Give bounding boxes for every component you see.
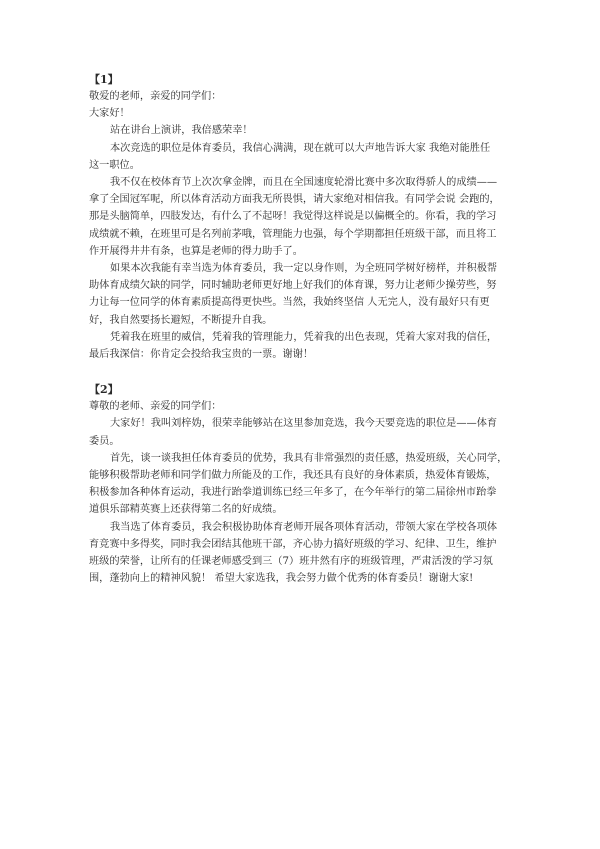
text-line: 育竞赛中多得奖，同时我会团结其他班干部，齐心协力搞好班级的学习、纪律、卫生，维护: [89, 538, 497, 550]
text-line: 成绩就不赖，在班里可是名列前茅哦，管理能力也强，每个学期都担任班级干部，而且将工: [89, 228, 497, 240]
section-1-paragraph-4: [89, 260, 521, 329]
section-1-title: 【1】: [89, 73, 119, 86]
section-1-paragraph-1: [89, 122, 521, 139]
text-line: 道俱乐部精英赛上还获得第二名的好成绩。: [89, 504, 283, 516]
text-line: 积极参加各种体育运动，我进行跆拳道训练已经三年多了，在今年举行的第二届徐州市跆拳: [89, 487, 497, 499]
text-line: 委员。: [89, 435, 120, 447]
text-line: 凭着我在班里的威信，凭着我的管理能力，凭着我的出色表现，凭着大家对我的信任，: [110, 331, 498, 343]
text-line: 如果本次我能有幸当选为体育委员，我一定以身作则，为全班同学树好榜样，并积极帮: [110, 263, 498, 275]
section-1-paragraph-5: [89, 329, 521, 363]
section-1-greeting: 大家好！: [89, 108, 130, 120]
section-2-paragraph-1: [89, 415, 521, 449]
document-page: [89, 71, 521, 587]
text-line: 大家好！我叫刘梓妫，很荣幸能够站在这里参加竞选，我今天要竞选的职位是——体育: [110, 418, 498, 430]
text-line: 好，我自然要扬长避短，不断提升自我。: [89, 314, 273, 326]
section-1-paragraph-3: [89, 174, 521, 260]
text-line: 助体育成绩欠缺的同学，同时辅助老师更好地上好我们的体育课，努力让老师少操劳些，努: [89, 280, 497, 292]
text-line: 站在讲台上演讲，我倍感荣幸！: [110, 125, 253, 137]
text-line: 能够积极帮助老师和同学们做力所能及的工作，我还具有良好的身体素质，热爱体育锻炼，: [89, 470, 497, 482]
text-line: 力让每一位同学的体育素质提高得更快些。当然，我始终坚信 人无完人，没有最好只有更: [89, 297, 490, 309]
section-2-salutation: 尊敬的老师、亲爱的同学们：: [89, 401, 222, 413]
text-line: 首先，谈一谈我担任体育委员的优势，我具有非常强烈的责任感，热爱班级，关心同学，: [110, 452, 508, 464]
text-line: 最后我深信：你肯定会投给我宝贵的一票。谢谢！: [89, 349, 314, 361]
text-line: 我当选了体育委员，我会积极协助体育老师开展各项体育活动，带领大家在学校各项体: [110, 521, 498, 533]
text-line: 那是头脑简单，四肢发达，有什么了不起呀！我觉得这样说是以偏概全的。你看，我的学习: [89, 211, 497, 223]
section-2-title: 【2】: [89, 383, 119, 397]
text-line: 本次竞选的职位是体育委员，我信心满满，现在就可以大声地告诉大家 我绝对能胜任: [110, 142, 491, 154]
section-2-paragraph-2: [89, 450, 521, 519]
section-gap: [89, 363, 521, 381]
text-line: 班级的荣誉，让所有的任课老师感受到三（7）班井然有序的班级管理，严肃活泼的学习氛: [89, 556, 493, 568]
text-line: 作开展得井井有条，也算是老师的得力助手了。: [89, 245, 303, 257]
text-line: 围，蓬勃向上的精神风貌！ 希望大家选我，我会努力做个优秀的体育委员！谢谢大家!: [89, 573, 474, 585]
text-line: 拿了全国冠军呢，所以体育活动方面我无所畏惧，请大家绝对相信我。有同学会说 会跑的，: [89, 194, 500, 206]
text-line: 我不仅在校体育节上次次拿金牌，而且在全国速度轮滑比赛中多次取得骄人的成绩——: [110, 177, 498, 189]
section-2-paragraph-3: [89, 519, 521, 588]
section-1-paragraph-2: [89, 140, 521, 174]
text-line: 这一职位。: [89, 159, 140, 171]
section-1-salutation: 敬爱的老师，亲爱的同学们：: [89, 91, 222, 102]
